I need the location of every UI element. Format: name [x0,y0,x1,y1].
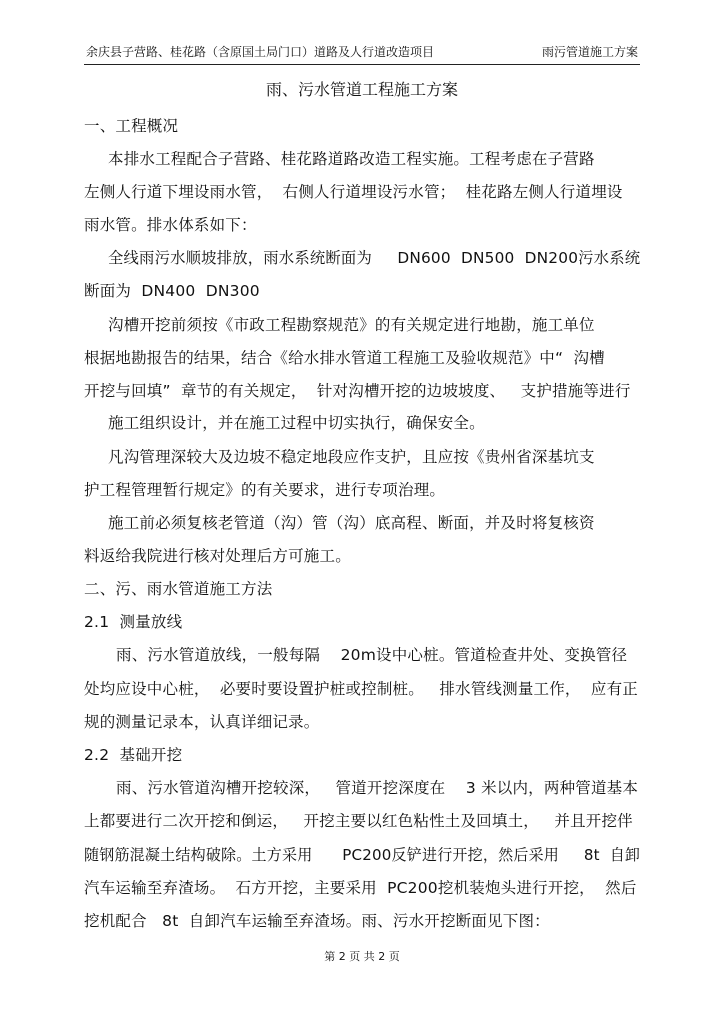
paragraph-line: 开挖与回填” 章节的有关规定， 针对沟槽开挖的边坡坡度、 支护措施等进行 [84,382,631,400]
paragraph-line: 左侧人行道下埋设雨水管， 右侧人行道埋设污水管； 桂花路左侧人行道埋设 [84,183,623,201]
paragraph-line: 沟槽开挖前须按《市政工程勘察规范》的有关规定进行地勘，施工单位 [108,316,595,334]
paragraph-line: 根据地勘报告的结果，结合《给水排水管道工程施工及验收规范》中“ 沟槽 [84,349,605,367]
subsection-heading-survey: 2.1 测量放线 [84,613,183,631]
paragraph-line: 雨水管。排水体系如下： [84,216,257,234]
paragraph-line: 雨、污水管道放线，一般每隔 20m设中心桩。管道检查井处、变换管径 [116,646,628,664]
paragraph-line: 上都要进行二次开挖和倒运， 开挖主要以红色粘性土及回填土， 并且开挖伴 [84,812,633,830]
paragraph-line: 汽车运输至弃渣场。 石方开挖，主要采用 PC200挖机装炮头进行开挖， 然后 [84,879,637,897]
paragraph-line: 本排水工程配合子营路、桂花路道路改造工程实施。工程考虑在子营路 [108,150,595,168]
page-header [84,44,640,65]
header-project-name: 余庆县子营路、桂花路（含原国土局门口）道路及人行道改造项目 [86,45,435,59]
paragraph-line: 护工程管理暂行规定》的有关要求，进行专项治理。 [84,481,446,499]
paragraph-line: 处均应设中心桩， 必要时要设置护桩或控制桩。 排水管线测量工作， 应有正 [84,680,638,698]
paragraph-line: 断面为 DN400 DN300 [84,282,260,300]
section-heading-methods: 二、污、雨水管道施工方法 [84,580,273,598]
paragraph-line: 挖机配合 8t 自卸汽车运输至弃渣场。雨、污水开挖断面见下图： [84,912,550,930]
paragraph-line: 全线雨污水顺坡排放，雨水系统断面为 DN600 DN500 DN200污水系统 [108,249,641,267]
section-heading-overview: 一、工程概况 [84,117,179,135]
document-title: 雨、污水管道工程施工方案 [265,80,458,99]
paragraph-line: 雨、污水管道沟槽开挖较深， 管道开挖深度在 3 米以内，两种管道基本 [116,779,639,797]
paragraph-line: 施工前必须复核老管道（沟）管（沟）底高程、断面，并及时将复核资 [108,514,595,532]
paragraph-line: 施工组织设计，并在施工过程中切实执行，确保安全。 [108,414,485,432]
paragraph-line: 随钢筋混凝土结构破除。土方采用 PC200反铲进行开挖，然后采用 8t 自卸 [84,846,641,864]
page-number-footer: 第 2 页 共 2 页 [324,950,400,963]
paragraph-line: 料返给我院进行核对处理后方可施工。 [84,547,351,565]
header-document-name: 雨污管道施工方案 [541,45,638,59]
paragraph-line: 凡沟管理深较大及边坡不稳定地段应作支护，且应按《贵州省深基坑支 [108,448,595,466]
paragraph-line: 规的测量记录本，认真详细记录。 [84,713,320,731]
subsection-heading-excavation: 2.2 基础开挖 [84,746,183,764]
